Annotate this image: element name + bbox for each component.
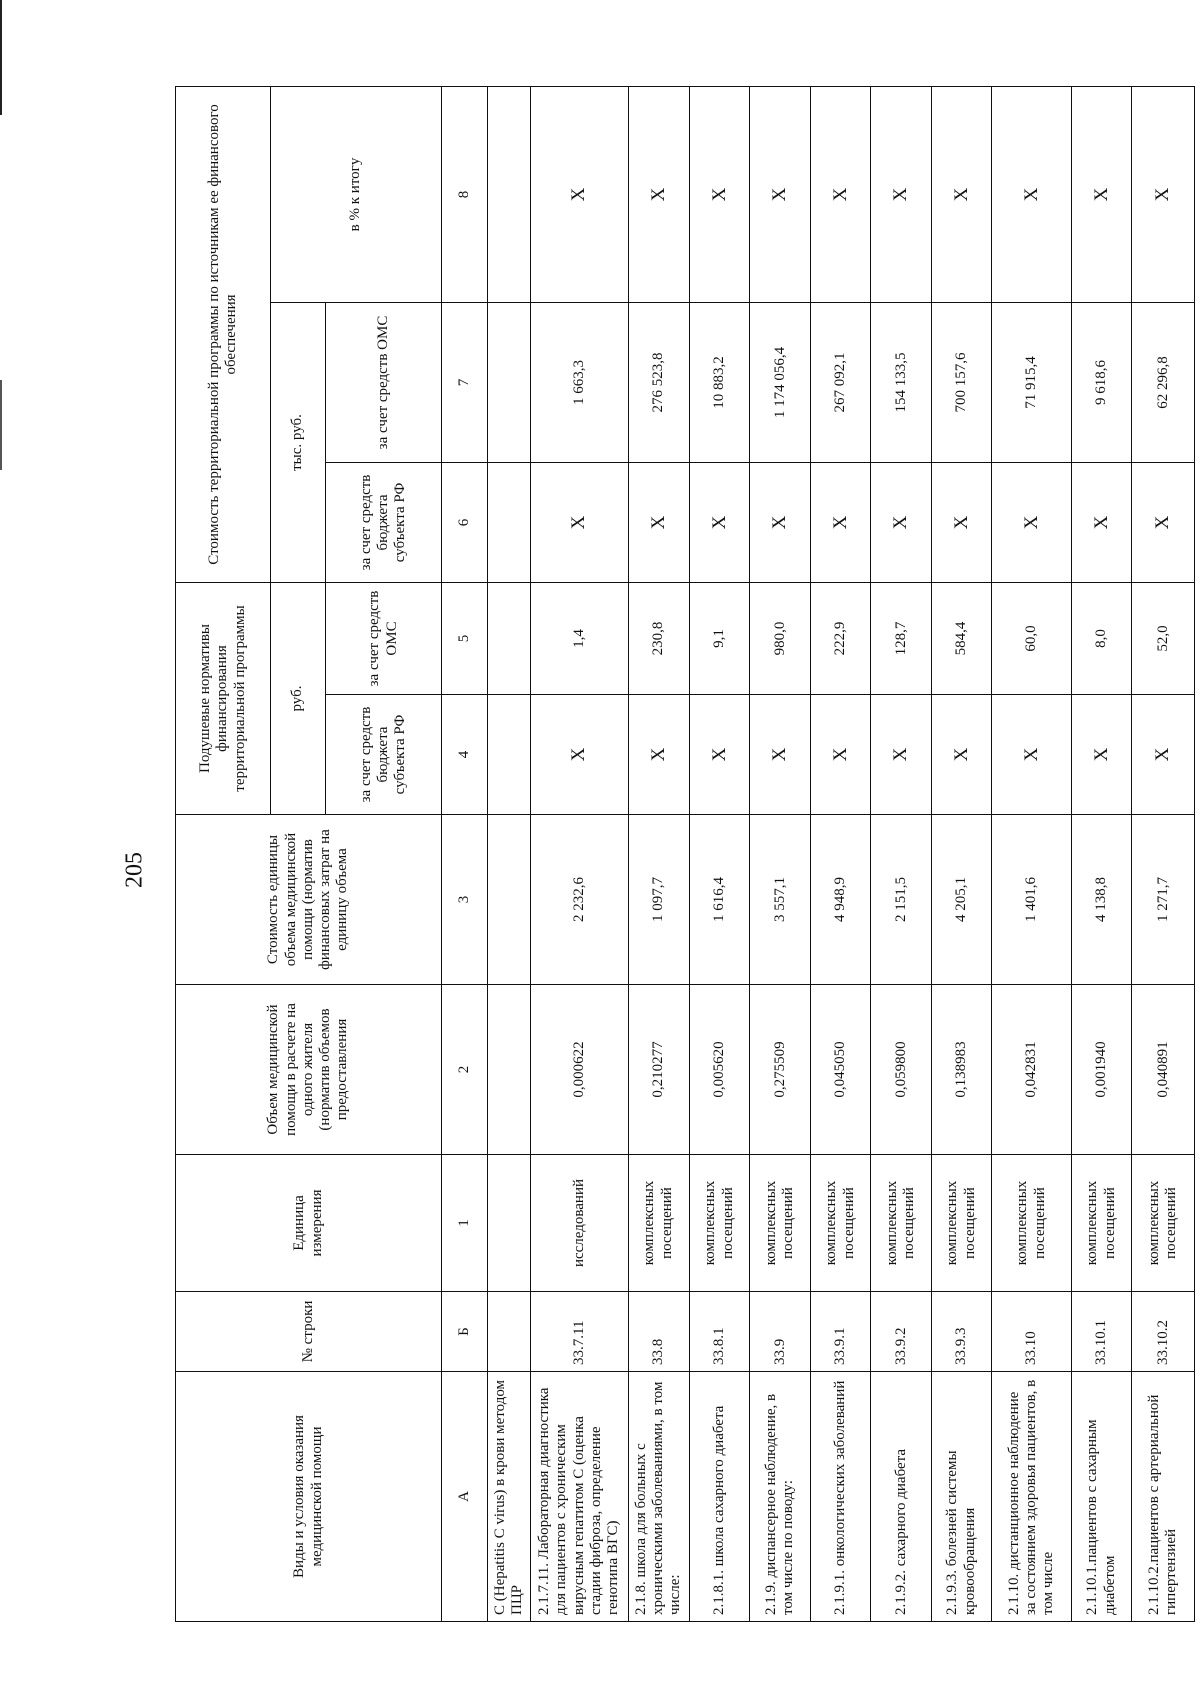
table-row — [750, 86, 811, 1621]
row-name: 2.1.8.1. школа сахарного диабета — [689, 1372, 750, 1622]
row-total-budget: X — [628, 462, 689, 582]
row-total-oms: 154 133,5 — [871, 302, 932, 462]
row-number: 33.9.3 — [931, 1292, 992, 1372]
header-total-oms: за счет средств ОМС — [326, 302, 442, 462]
row-cost: 2 151,5 — [871, 815, 932, 985]
row-total-oms: 1 174 056,4 — [750, 302, 811, 462]
row-number: 33.10 — [992, 1292, 1071, 1372]
empty-cell — [487, 985, 530, 1155]
row-number: 33.10.2 — [1132, 1292, 1195, 1372]
row-per-capita-budget: X — [992, 695, 1071, 815]
row-percent: X — [628, 86, 689, 302]
row-volume: 0,005620 — [689, 985, 750, 1155]
row-per-capita-oms: 980,0 — [750, 582, 811, 694]
empty-cell — [487, 1155, 530, 1292]
empty-cell — [487, 695, 530, 815]
row-percent: X — [531, 86, 628, 302]
table-row — [871, 86, 932, 1621]
header-type: Виды и условия оказания медицинской помощи — [176, 1372, 442, 1622]
row-name: 2.1.10. дистанционное наблюдение за состоянием здоровья пациентов, в том числе — [992, 1372, 1071, 1622]
scan-edge-mark — [0, 380, 2, 470]
empty-cell — [487, 582, 530, 694]
row-per-capita-oms: 128,7 — [871, 582, 932, 694]
section-row — [487, 86, 530, 1621]
row-cost: 3 557,1 — [750, 815, 811, 985]
row-total-budget: X — [810, 462, 871, 582]
row-number: 33.10.1 — [1071, 1292, 1132, 1372]
row-unit: комплексных посещений — [750, 1155, 811, 1292]
header-cost: Стоимость единицы объема медицинской помощи (норматив финансовых затрат на единицу объема — [176, 815, 442, 985]
row-name: 2.1.9.3. болезней системы кровообращения — [931, 1372, 992, 1622]
row-name: 2.1.10.1.пациентов с сахарным диабетом — [1071, 1372, 1132, 1622]
row-per-capita-oms: 584,4 — [931, 582, 992, 694]
row-cost: 1 616,4 — [689, 815, 750, 985]
header-per-capita-unit: руб. — [271, 582, 326, 814]
row-number: 33.9.2 — [871, 1292, 932, 1372]
row-unit: комплексных посещений — [931, 1155, 992, 1292]
row-total-oms: 10 883,2 — [689, 302, 750, 462]
row-unit: комплексных посещений — [871, 1155, 932, 1292]
row-volume: 0,059800 — [871, 985, 932, 1155]
row-number: 33.7.11 — [531, 1292, 628, 1372]
row-number: 33.8.1 — [689, 1292, 750, 1372]
scan-edge-mark — [0, 0, 2, 115]
row-unit: комплексных посещений — [1132, 1155, 1195, 1292]
page-number: 205 — [121, 852, 148, 888]
header-total-unit: тыс. руб. — [271, 302, 326, 582]
header-per-capita-budget: за счет средств бюджета субъекта РФ — [326, 695, 442, 815]
row-per-capita-budget: X — [810, 695, 871, 815]
row-total-budget: X — [689, 462, 750, 582]
row-volume: 0,275509 — [750, 985, 811, 1155]
row-per-capita-budget: X — [1071, 695, 1132, 815]
header-row-number: № строки — [176, 1292, 442, 1372]
row-per-capita-budget: X — [689, 695, 750, 815]
empty-cell — [487, 86, 530, 302]
row-total-oms: 700 157,6 — [931, 302, 992, 462]
row-per-capita-oms: 222,9 — [810, 582, 871, 694]
row-volume: 0,040891 — [1132, 985, 1195, 1155]
row-unit: комплексных посещений — [628, 1155, 689, 1292]
row-total-budget: X — [871, 462, 932, 582]
row-per-capita-budget: X — [628, 695, 689, 815]
row-unit: комплексных посещений — [1071, 1155, 1132, 1292]
empty-cell — [487, 815, 530, 985]
table-row — [992, 86, 1071, 1621]
row-total-budget: X — [1132, 462, 1195, 582]
header-total: Стоимость территориальной программы по источникам ее финансового обеспечения — [176, 86, 271, 582]
table-row — [689, 86, 750, 1621]
row-name: 2.1.8. школа для больных с хроническими заболеваниями, в том числе: — [628, 1372, 689, 1622]
row-total-budget: X — [531, 462, 628, 582]
row-volume: 0,001940 — [1071, 985, 1132, 1155]
row-total-oms: 71 915,4 — [992, 302, 1071, 462]
rotated-table-wrapper — [175, 87, 1195, 1622]
index-row — [442, 86, 488, 1621]
row-name: 2.1.10.2.пациентов с артериальной гипертензией — [1132, 1372, 1195, 1622]
table-row — [810, 86, 871, 1621]
row-total-oms: 267 092,1 — [810, 302, 871, 462]
row-percent: X — [992, 86, 1071, 302]
row-total-budget: X — [992, 462, 1071, 582]
row-total-oms: 276 523,8 — [628, 302, 689, 462]
table-row — [931, 86, 992, 1621]
header-per-capita: Подушевые нормативы финансирования территориальной программы — [176, 582, 271, 814]
empty-cell — [487, 462, 530, 582]
row-volume: 0,210277 — [628, 985, 689, 1155]
row-percent: X — [931, 86, 992, 302]
header-total-budget: за счет средств бюджета субъекта РФ — [326, 462, 442, 582]
row-cost: 1 271,7 — [1132, 815, 1195, 985]
section-label: С (Hepatitis C virus) в крови методом ПЦР — [487, 1372, 530, 1622]
row-per-capita-budget: X — [750, 695, 811, 815]
table-row — [531, 86, 628, 1621]
empty-cell — [487, 302, 530, 462]
index-cell: А — [442, 1372, 488, 1622]
row-volume: 0,000622 — [531, 985, 628, 1155]
row-volume: 0,042831 — [992, 985, 1071, 1155]
empty-cell — [487, 1292, 530, 1372]
row-number: 33.9.1 — [810, 1292, 871, 1372]
row-unit: комплексных посещений — [992, 1155, 1071, 1292]
row-percent: X — [871, 86, 932, 302]
row-total-oms: 9 618,6 — [1071, 302, 1132, 462]
index-cell: 3 — [442, 815, 488, 985]
row-per-capita-budget: X — [871, 695, 932, 815]
row-name: 2.1.9.1. онкологических заболеваний — [810, 1372, 871, 1622]
table-row — [628, 86, 689, 1621]
row-per-capita-oms: 8,0 — [1071, 582, 1132, 694]
header-total-percent: в % к итогу — [271, 86, 442, 302]
row-number: 33.8 — [628, 1292, 689, 1372]
row-percent: X — [1132, 86, 1195, 302]
row-per-capita-oms: 1,4 — [531, 582, 628, 694]
index-cell: 4 — [442, 695, 488, 815]
row-unit: комплексных посещений — [689, 1155, 750, 1292]
row-unit: комплексных посещений — [810, 1155, 871, 1292]
row-total-oms: 62 296,8 — [1132, 302, 1195, 462]
row-name: 2.1.9. диспансерное наблюдение, в том числе по поводу: — [750, 1372, 811, 1622]
row-per-capita-oms: 230,8 — [628, 582, 689, 694]
index-cell: 5 — [442, 582, 488, 694]
row-per-capita-budget: X — [931, 695, 992, 815]
row-per-capita-budget: X — [1132, 695, 1195, 815]
row-cost: 4 948,9 — [810, 815, 871, 985]
financing-table — [175, 86, 1195, 1622]
row-volume: 0,138983 — [931, 985, 992, 1155]
row-total-budget: X — [931, 462, 992, 582]
index-cell: 1 — [442, 1155, 488, 1292]
row-per-capita-budget: X — [531, 695, 628, 815]
row-name: 2.1.7.11. Лабораторная диагностика для пациентов с хроническим вирусным гепатитом С (оценка стадии фиброза, определение генотипа ВГС) — [531, 1372, 628, 1622]
row-number: 33.9 — [750, 1292, 811, 1372]
header-unit: Единица измерения — [176, 1155, 442, 1292]
row-cost: 4 138,8 — [1071, 815, 1132, 985]
index-cell: 2 — [442, 985, 488, 1155]
row-per-capita-oms: 60,0 — [992, 582, 1071, 694]
row-per-capita-oms: 9,1 — [689, 582, 750, 694]
row-cost: 4 205,1 — [931, 815, 992, 985]
index-cell: 6 — [442, 462, 488, 582]
header-volume: Объем медицинской помощи в расчете на одного жителя (норматив объемов предоставления — [176, 985, 442, 1155]
table-row — [1132, 86, 1195, 1621]
row-percent: X — [750, 86, 811, 302]
row-volume: 0,045050 — [810, 985, 871, 1155]
index-cell: Б — [442, 1292, 488, 1372]
row-percent: X — [689, 86, 750, 302]
table-row — [1071, 86, 1132, 1621]
row-total-budget: X — [1071, 462, 1132, 582]
row-total-budget: X — [750, 462, 811, 582]
row-cost: 1 097,7 — [628, 815, 689, 985]
index-cell: 8 — [442, 86, 488, 302]
header-per-capita-oms: за счет средств ОМС — [326, 582, 442, 694]
row-percent: X — [810, 86, 871, 302]
row-unit: исследований — [531, 1155, 628, 1292]
row-percent: X — [1071, 86, 1132, 302]
row-total-oms: 1 663,3 — [531, 302, 628, 462]
index-cell: 7 — [442, 302, 488, 462]
row-cost: 1 401,6 — [992, 815, 1071, 985]
row-per-capita-oms: 52,0 — [1132, 582, 1195, 694]
row-cost: 2 232,6 — [531, 815, 628, 985]
row-name: 2.1.9.2. сахарного диабета — [871, 1372, 932, 1622]
